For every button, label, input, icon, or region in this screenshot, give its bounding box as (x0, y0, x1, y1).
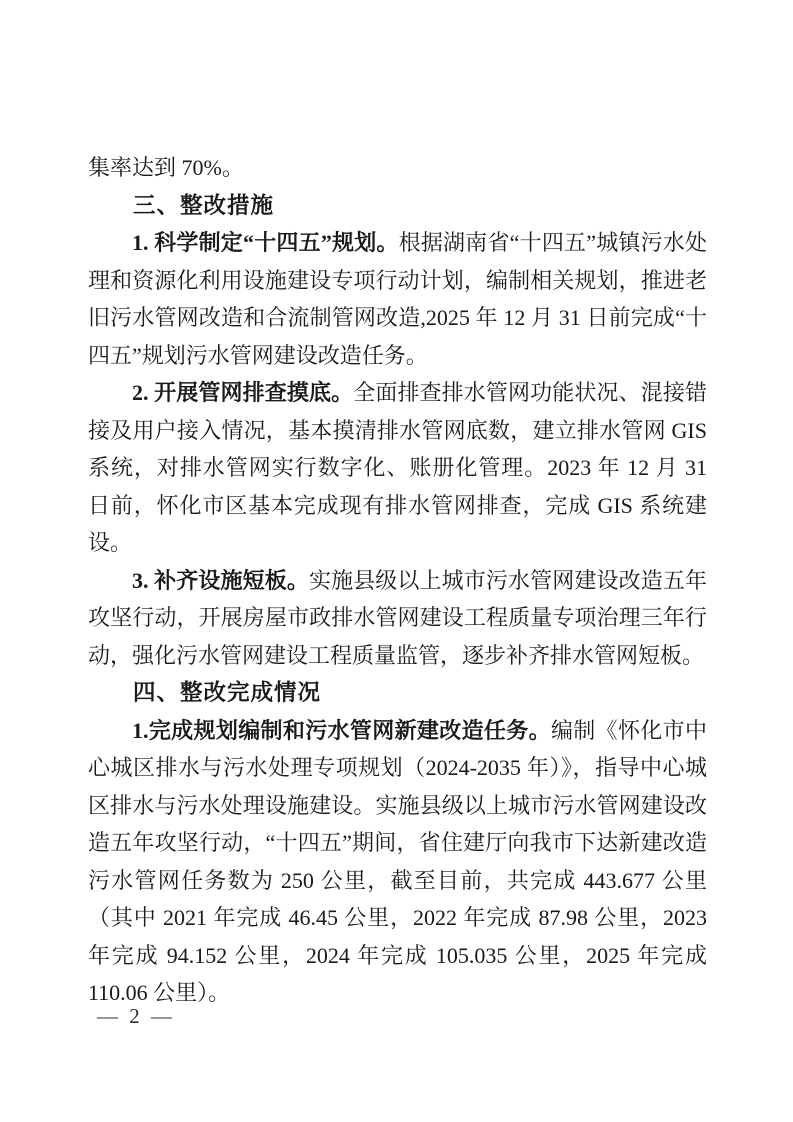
paragraph-continuation (88, 149, 707, 187)
paragraph-text: 实施县级以上城市污水管网建设改造五年攻坚行动，开展房屋市政排水管网建设工程质量专项治理三年行动，强化污水管网建设工程质量监管，逐步补齐排水管网短板。 (88, 567, 707, 668)
paragraph-text: 编制《怀化市中心城区排水与污水处理专项规划（2024-2035 年）》，指导中心城区排水与污水处理设施建设。实施县级以上城市污水管网建设改造五年攻坚行动，“十四五”期间，省住建厅向我市下达新建改造污水管网任务数为 250 公里，截至目前，共完成 443.677 公里（其中 2021 年完成 46.45 公里，2022 年完成 87.98 公里，2023 年完成 94.152 公里，2024 年完成 105.035 公里，2025 年完成 110.06 公里）。 (88, 717, 707, 1005)
paragraph-item-3 (88, 562, 707, 675)
section-heading-measures (88, 187, 707, 225)
paragraph-item-1 (88, 224, 707, 374)
document-body (88, 149, 707, 1012)
heading-text: 三、整改措施 (133, 192, 275, 218)
page-footer (97, 1003, 175, 1029)
paragraph-lead: 1. 科学制定“十四五”规划。 (132, 230, 399, 255)
section-heading-completion (88, 674, 707, 712)
paragraph-text: 根据湖南省“十四五”城镇污水处理和资源化利用设施建设专项行动计划，编制相关规划，推进老旧污水管网改造和合流制管网改造,2025 年 12 月 31 日前完成“十四五”规划污水管网建设改造任务。 (88, 230, 707, 368)
paragraph-text: 全面排查排水管网功能状况、混接错接及用户接入情况，基本摸清排水管网底数，建立排水管网 GIS 系统，对排水管网实行数字化、账册化管理。2023 年 12 月 31 日前，怀化市区基本完成现有排水管网排查，完成 GIS 系统建设。 (88, 380, 707, 555)
paragraph-lead: 2. 开展管网排查摸底。 (132, 380, 354, 405)
heading-text: 四、整改完成情况 (133, 680, 322, 705)
paragraph-item-4 (88, 712, 707, 1012)
paragraph-item-2 (88, 374, 707, 562)
paragraph-lead: 3. 补齐设施短板。 (132, 567, 309, 593)
paragraph-text: 集率达到 70%。 (88, 155, 244, 180)
page-number: — 2 — (97, 1004, 175, 1028)
paragraph-lead: 1.完成规划编制和污水管网新建改造任务。 (132, 717, 551, 743)
